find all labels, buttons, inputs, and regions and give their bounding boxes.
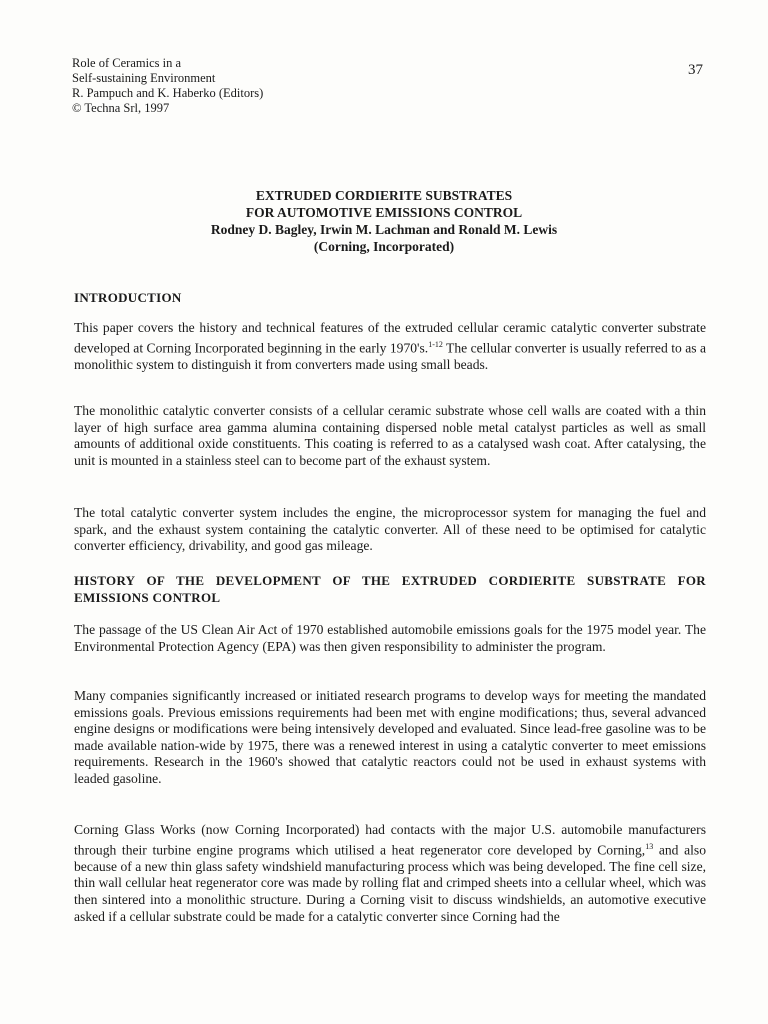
title-line-1: EXTRUDED CORDIERITE SUBSTRATES	[255, 188, 513, 203]
intro-paragraph-2: The monolithic catalytic converter consists of a cellular ceramic substrate whose cell walls are coated with a thin layer of high surface area gamma alumina containing dispersed noble metal catalyst particles as well as small amounts of additional oxide constituents. This coating is referred to as a catalysed wash coat. After catalysing, the unit is mounted in a stainless steel can to become part of the exhaust system.	[74, 403, 706, 468]
history-p3-ref: 13	[645, 841, 654, 851]
affiliation: (Corning, Incorporated)	[313, 239, 455, 254]
intro-p1-text: This paper covers the history and technical features of the extruded cellular ceramic catalytic converter substrate developed at Corning Incorporated beginning in the early 1970's.	[74, 320, 706, 356]
header-line-4: © Techna Srl, 1997	[72, 101, 170, 115]
history-p3-text-b: and also because of a new thin glass safety windshield manufacturing process which was being developed. The fine cell size, thin wall cellular heat regenerator core was made by rolling flat and crimped sheets into a cellular wheel, which was then sintered into a monolithic structure. During a Corning visit to discuss windshields, an automotive executive asked if a cellular substrate could be made for a catalytic converter since Corning had the	[74, 842, 706, 924]
intro-paragraph-1	[74, 320, 706, 373]
history-paragraph-1: The passage of the US Clean Air Act of 1970 established automobile emissions goals for the 1975 model year. The Environmental Protection Agency (EPA) was then given responsibility to administer the program.	[74, 622, 706, 654]
intro-p1-end: The cellular converter is usually referred to as a monolithic system to distinguish it from converters made using small beads.	[74, 340, 706, 372]
heading-introduction: INTRODUCTION	[74, 290, 182, 305]
title-line-2: FOR AUTOMOTIVE EMISSIONS CONTROL	[245, 205, 523, 220]
authors: Rodney D. Bagley, Irwin M. Lachman and Ronald M. Lewis	[210, 222, 558, 237]
publication-header	[72, 56, 263, 116]
page-number: 37	[688, 62, 703, 78]
history-paragraph-2: Many companies significantly increased or initiated research programs to develop ways for meeting the mandated emissions goals. Previous emissions requirements had been met with engine modifications; thus, several advanced engine designs or modifications were being intensively developed and evaluated. Since lead-free gasoline was to be made available nation-wide by 1975, there was a renewed interest in using a catalytic converter to meet emissions requirements. Research in the 1960's showed that catalytic reactors could not be used in exhaust systems with leaded gasoline.	[74, 688, 706, 786]
header-line-1: Role of Ceramics in a	[72, 56, 181, 70]
heading-history: HISTORY OF THE DEVELOPMENT OF THE EXTRUDED CORDIERITE SUBSTRATE FOR EMISSIONS CONTROL	[74, 573, 706, 605]
intro-p1-ref: 1-12	[428, 339, 443, 349]
paper-title-block	[0, 187, 768, 255]
history-p3-text-a: Corning Glass Works (now Corning Incorporated) had contacts with the major U.S. automobile manufacturers through their turbine engine programs which utilised a heat regenerator core developed by Corning,	[74, 822, 706, 858]
intro-paragraph-3: The total catalytic converter system includes the engine, the microprocessor system for managing the fuel and spark, and the exhaust system containing the catalytic converter. All of these need to be optimised for catalytic converter efficiency, drivability, and good gas mileage.	[74, 505, 706, 554]
history-paragraph-3	[74, 822, 706, 925]
header-line-2: Self-sustaining Environment	[72, 71, 216, 85]
header-line-3: R. Pampuch and K. Haberko (Editors)	[72, 86, 264, 100]
